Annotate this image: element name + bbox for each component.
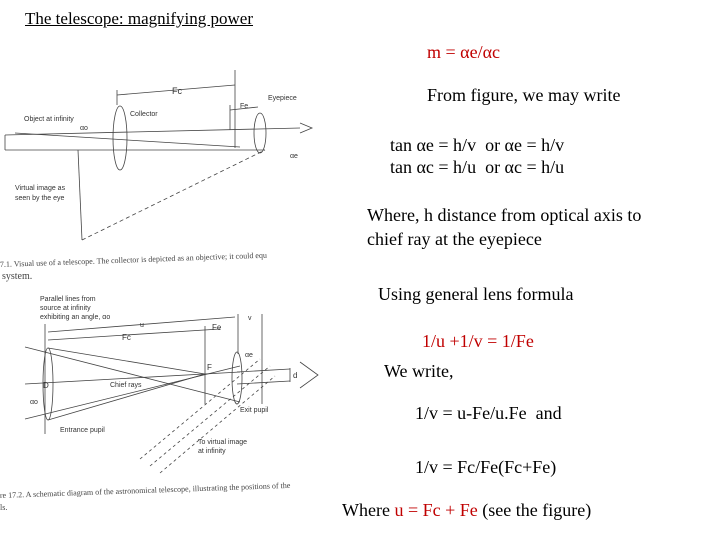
where-u-line — [342, 500, 591, 520]
fig1-label-fc: Fc — [172, 86, 182, 96]
fig2-label-to-virtual1: To virtual image — [198, 439, 248, 446]
equation-2: 1/v = Fc/Fe(Fc+Fe) — [415, 457, 557, 477]
fig2-label-v: v — [248, 315, 252, 322]
fig2-label-u: u — [140, 322, 144, 329]
fig2-label-alpha-o: αo — [30, 399, 38, 406]
fig2-label-fe: Fe — [212, 323, 222, 332]
from-figure-text: From figure, we may write — [427, 85, 621, 105]
fig1-caption-line2: system. — [2, 271, 33, 282]
fig1-label-virtual2: seen by the eye — [15, 195, 65, 202]
fig2-caption-line2: ls. — [0, 503, 8, 512]
slide-title: The telescope: magnifying power — [25, 9, 254, 28]
equation-1: 1/v = u-Fe/u.Fe and — [415, 403, 562, 423]
fig1-label-alpha-o: αo — [80, 125, 88, 132]
fig2-label-entrance-pupil: Entrance pupil — [60, 427, 105, 434]
fig1-label-alpha-e: αe — [290, 153, 298, 160]
where-h-line1: Where, h distance from optical axis to — [367, 205, 642, 225]
fig2-label-exit-pupil: Exit pupil — [240, 407, 269, 414]
fig2-label-alpha-e: αe — [245, 352, 253, 359]
fig2-label-parallel2: source at infinity — [40, 305, 91, 312]
magnification-formula: m = αe/αc — [427, 42, 500, 62]
fig1-label-eyepiece: Eyepiece — [268, 95, 297, 102]
fig2-label-d-small: d — [293, 371, 298, 380]
tan-alpha-c-eq: tan αc = h/u or αc = h/u — [390, 157, 565, 177]
using-lens-formula: Using general lens formula — [378, 284, 574, 304]
fig2-caption-line1: re 17.2. A schematic diagram of the astronomical telescope, illustrating the positions of the — [0, 480, 291, 500]
fig1-label-virtual1: Virtual image as — [15, 185, 66, 192]
fig1-label-collector: Collector — [130, 111, 158, 118]
where-u-pre: Where — [342, 500, 395, 520]
figure-telescope-visual-use — [0, 60, 330, 284]
fig2-label-fc: Fc — [122, 333, 131, 342]
fig2-label-d-big: D — [43, 381, 49, 390]
where-u-red: u = Fc + Fe — [394, 500, 478, 520]
fig1-caption-line1: 7.1. Visual use of a telescope. The collector is depicted as an objective; it could equ — [0, 250, 268, 269]
fig2-label-chief-rays: Chief rays — [110, 382, 142, 389]
fig2-label-parallel1: Parallel lines from — [40, 296, 96, 303]
figure-astronomical-telescope-schematic — [0, 284, 330, 524]
where-u-post: (see the figure) — [477, 500, 592, 520]
where-h-line2: chief ray at the eyepiece — [367, 229, 542, 249]
lens-formula: 1/u +1/v = 1/Fe — [422, 331, 534, 351]
fig2-label-parallel3: exhibiting an angle, αo — [40, 314, 111, 321]
fig2-label-to-virtual2: at infinity — [198, 448, 226, 455]
fig1-label-object: Object at infinity — [24, 116, 74, 123]
fig2-label-f: F — [207, 363, 212, 372]
fig1-label-fe: Fe — [240, 103, 249, 110]
we-write: We write, — [384, 361, 454, 381]
tan-alpha-e-eq: tan αe = h/v or αe = h/v — [390, 135, 565, 155]
